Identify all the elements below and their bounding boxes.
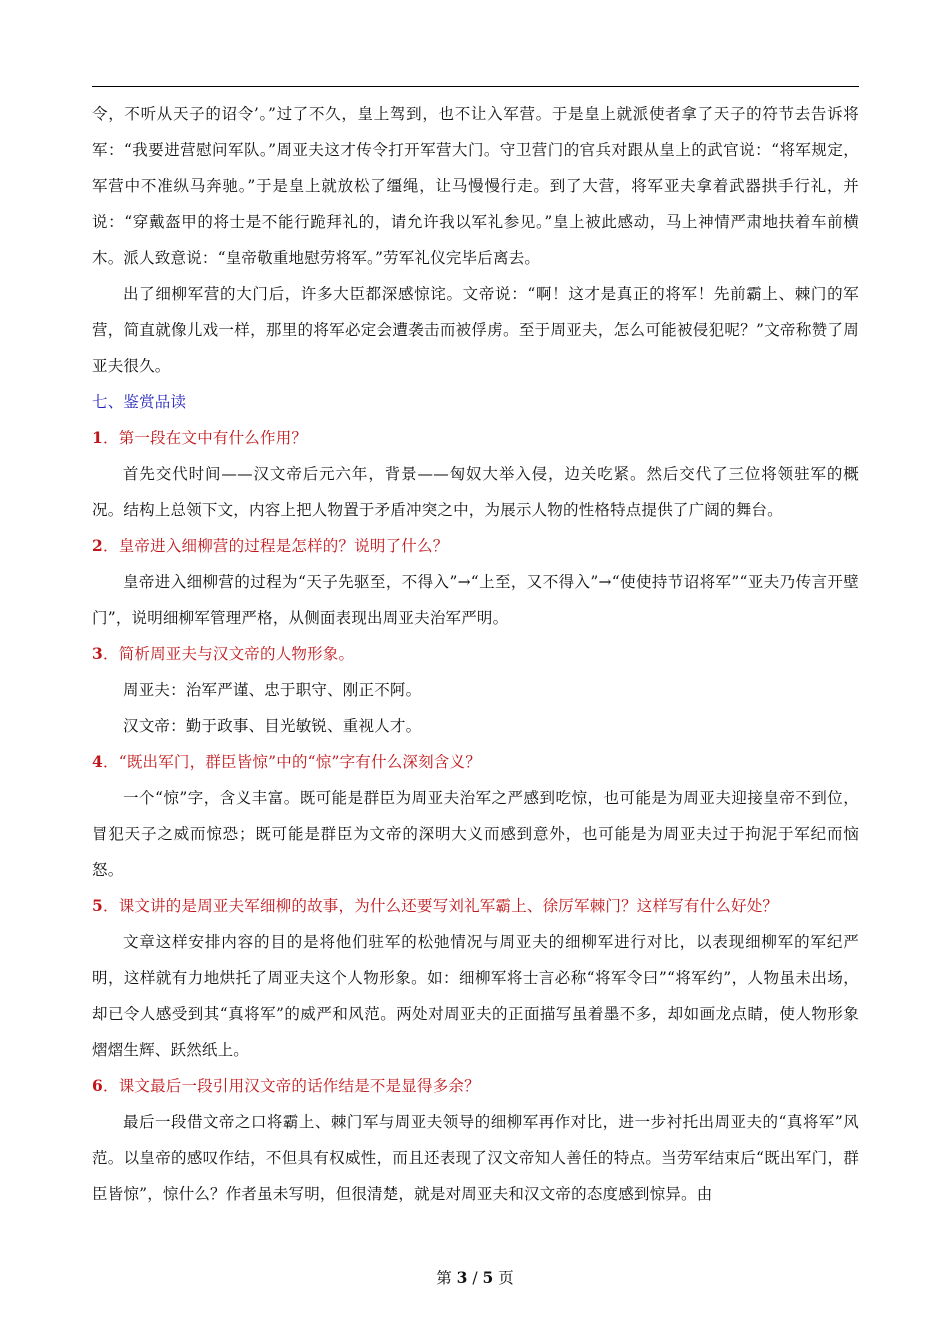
paragraph: 出了细柳军营的大门后，许多大臣都深感惊诧。文帝说：“啊！这才是真正的将军！先前霸上、棘门的军营，简直就像儿戏一样，那里的将军必定会遭袭击而被俘虏。至于周亚夫，怎么可能被侵犯呢？”文帝称赞了周亚夫很久。	[92, 285, 859, 375]
answer-paragraph: 周亚夫：治军严谨、忠于职守、刚正不阿。	[123, 681, 422, 699]
section-title: 七、鉴赏品读	[92, 393, 187, 411]
document-body	[92, 96, 859, 1212]
question-heading: 2．皇帝进入细柳营的过程是怎样的？说明了什么？	[92, 536, 449, 555]
question-heading: 5．课文讲的是周亚夫军细柳的故事，为什么还要写刘礼军霸上、徐厉军棘门？这样写有什么好处？	[92, 896, 779, 915]
answer-paragraph: 汉文帝：勤于政事、目光敏锐、重视人才。	[123, 717, 422, 735]
question-heading: 3．简析周亚夫与汉文帝的人物形象。	[92, 644, 355, 663]
answer-paragraph: 皇帝进入细柳营的过程为“天子先驱至，不得入”→“上至，又不得入”→“使使持节诏将军”“亚夫乃传言开壁门”，说明细柳军管理严格，从侧面表现出周亚夫治军严明。	[92, 573, 859, 627]
question-heading: 6．课文最后一段引用汉文帝的话作结是不是显得多余？	[92, 1076, 480, 1095]
question-heading: 1．第一段在文中有什么作用？	[92, 428, 308, 447]
answer-paragraph: 最后一段借文帝之口将霸上、棘门军与周亚夫领导的细柳军再作对比，进一步衬托出周亚夫的“真将军”风范。以皇帝的感叹作结，不但具有权威性，而且还表现了汉文帝知人善任的特点。当劳军结束后“既出军门，群臣皆惊”，惊什么？作者虽未写明，但很清楚，就是对周亚夫和汉文帝的态度感到惊异。由	[92, 1113, 859, 1203]
answer-paragraph: 首先交代时间——汉文帝后元六年，背景——匈奴大举入侵，边关吃紧。然后交代了三位将领驻军的概况。结构上总领下文，内容上把人物置于矛盾冲突之中，为展示人物的性格特点提供了广阔的舞台。	[92, 465, 859, 519]
page-footer: 第 3 / 5 页	[436, 1268, 514, 1287]
answer-paragraph: 文章这样安排内容的目的是将他们驻军的松弛情况与周亚夫的细柳军进行对比，以表现细柳军的军纪严明，这样就有力地烘托了周亚夫这个人物形象。如：细柳军将士言必称“将军令曰”“将军约”，人物虽未出场，却已令人感受到其“真将军”的威严和风范。两处对周亚夫的正面描写虽着墨不多，却如画龙点睛，使人物形象熠熠生辉、跃然纸上。	[92, 933, 859, 1059]
header-rule	[92, 86, 859, 87]
paragraph: 令，不听从天子的诏令’。”过了不久，皇上驾到，也不让入军营。于是皇上就派使者拿了天子的符节去告诉将军：“我要进营慰问军队。”周亚夫这才传令打开军营大门。守卫营门的官兵对跟从皇上的武官说：“将军规定，军营中不准纵马奔驰。”于是皇上就放松了缰绳，让马慢慢行走。到了大营，将军亚夫拿着武器拱手行礼，并说：“穿戴盔甲的将士是不能行跪拜礼的，请允许我以军礼参见。”皇上被此感动，马上神情严肃地扶着车前横木。派人致意说：“皇帝敬重地慰劳将军。”劳军礼仪完毕后离去。	[92, 105, 859, 267]
question-heading: 4．“既出军门，群臣皆惊”中的“惊”字有什么深刻含义？	[92, 752, 481, 771]
answer-paragraph: 一个“惊”字，含义丰富。既可能是群臣为周亚夫治军之严感到吃惊，也可能是为周亚夫迎接皇帝不到位，冒犯天子之威而惊恐；既可能是群臣为文帝的深明大义而感到意外，也可能是为周亚夫过于拘泥于军纪而恼怒。	[92, 789, 859, 879]
